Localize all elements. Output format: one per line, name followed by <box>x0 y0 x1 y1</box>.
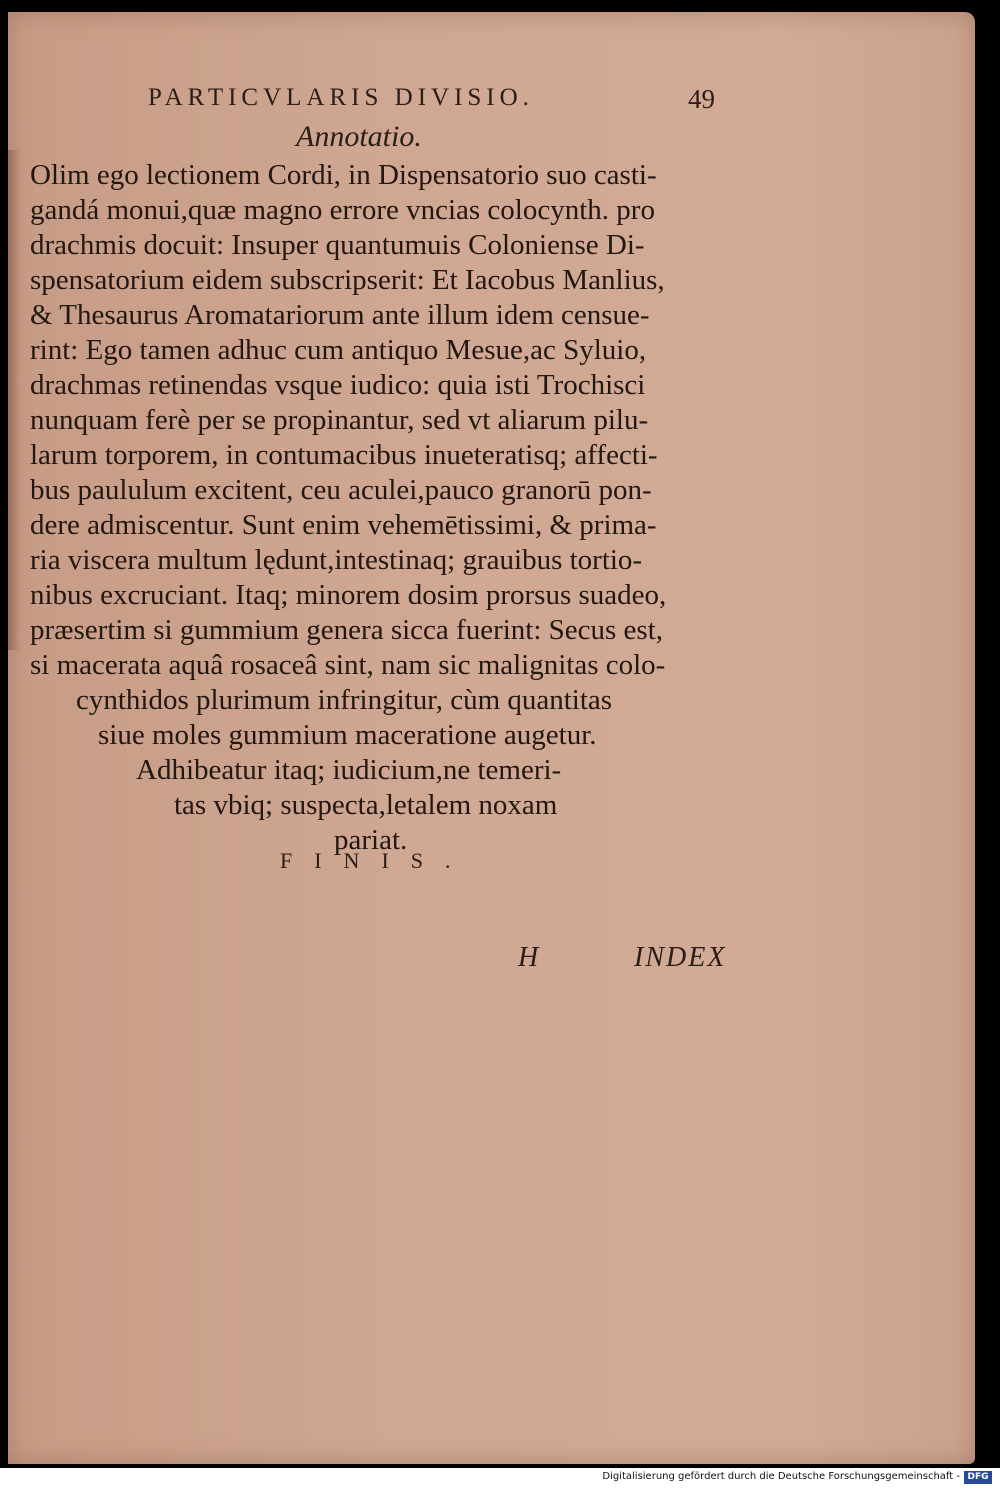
catchword: INDEX <box>634 942 727 973</box>
page-number: 49 <box>688 84 715 114</box>
body-line: gandá monui,quæ magno errore vncias colocynth. pro <box>30 194 655 226</box>
body-line: rint: Ego tamen adhuc cum antiquo Mesue,ac Syluio, <box>30 334 647 366</box>
section-heading: Annotatio. <box>296 120 422 153</box>
body-line: drachmas retinendas vsque iudico: quia isti Trochisci <box>30 369 646 401</box>
body-line: nunquam ferè per se propinantur, sed vt aliarum pilu- <box>30 404 649 436</box>
running-head: PARTICVLARIS DIVISIO. <box>148 84 534 111</box>
body-line: cynthidos plurimum infringitur, cùm quantitas <box>76 684 613 716</box>
body-line: bus paululum excitent, ceu aculei,pauco granorū pon- <box>30 474 652 506</box>
body-line: tas vbiq; suspecta,letalem noxam <box>174 789 558 821</box>
body-line: nibus excruciant. Itaq; minorem dosim prorsus suadeo, <box>30 579 667 611</box>
body-line: si macerata aquâ rosaceâ sint, nam sic malignitas colo- <box>30 649 666 681</box>
body-line: & Thesaurus Aromatariorum ante illum idem censue- <box>30 299 650 331</box>
body-line: dere admiscentur. Sunt enim vehemētissimi, & prima- <box>30 509 657 541</box>
body-line: ria viscera multum lędunt,intestinaq; grauibus tortio- <box>30 544 643 576</box>
body-line: drachmis docuit: Insuper quantumuis Coloniense Di- <box>30 229 645 261</box>
body-line: siue moles gummium maceratione augetur. <box>98 719 597 751</box>
signature-mark: H <box>518 942 539 973</box>
dfg-logo: DFG <box>964 1471 992 1484</box>
page-edge-shadow <box>8 150 20 650</box>
body-line: præsertim si gummium genera sicca fuerint: Secus est, <box>30 614 664 646</box>
finis-mark: FINIS. <box>280 848 473 873</box>
body-line: Adhibeatur itaq; iudicium,ne temeri- <box>136 754 562 786</box>
credit-text: Digitalisierung gefördert durch die Deutsche Forschungsgemeinschaft - <box>602 1471 960 1482</box>
body-line: pariat. <box>334 824 408 856</box>
body-line: Olim ego lectionem Cordi, in Dispensatorio suo casti- <box>30 159 657 191</box>
body-line: spensatorium eidem subscripserit: Et Iacobus Manlius, <box>30 264 665 296</box>
body-line: larum torporem, in contumacibus inueteratisq; affecti- <box>30 439 658 471</box>
